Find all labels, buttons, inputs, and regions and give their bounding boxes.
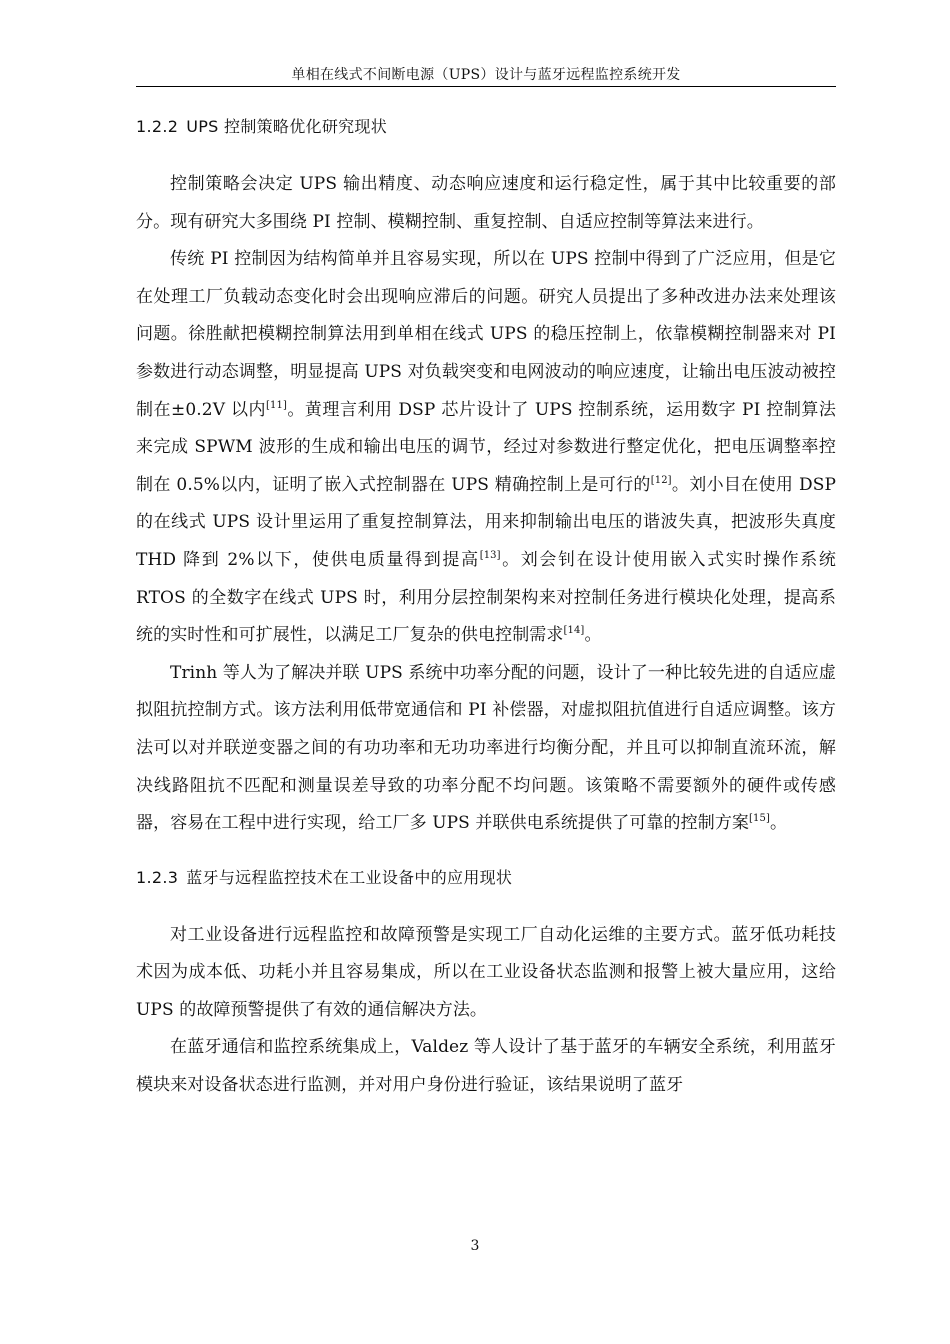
- paragraph-control-strategy-intro: 控制策略会决定 UPS 输出精度、动态响应速度和运行稳定性，属于其中比较重要的部分。现有研究大多围绕 PI 控制、模糊控制、重复控制、自适应控制等算法来进行。: [136, 174, 836, 232]
- text-run: 。刘会钊在设计使用嵌入式实时操作系统 RTOS 的全数字在线式 UPS 时，利用分层控制架构来对控制任务进行模块化处理，提高系统的实时性和可扩展性，以满足工厂复杂的供电控制需求: [136, 549, 836, 646]
- header-rule: [136, 86, 836, 87]
- paragraph-trinh-virtual-impedance: [136, 655, 836, 843]
- citation-15: [15]: [749, 813, 770, 825]
- paragraph-bluetooth-integration: 在蓝牙通信和监控系统集成上，Valdez 等人设计了基于蓝牙的车辆安全系统，利用蓝牙模块来对设备状态进行监测，并对用户身份进行验证，该结果说明了蓝牙: [136, 1037, 836, 1096]
- paragraph-pi-control: [136, 241, 836, 655]
- text-run: 。: [769, 813, 788, 834]
- section-number: 1.2.3: [136, 867, 179, 887]
- section-heading-1-2-3: [136, 859, 836, 897]
- section-heading-1-2-2: [136, 108, 836, 146]
- text-run: 。刘小目在使用 DSP 的在线式 UPS 设计里运用了重复控制算法，用来抑制输出电压的谐波失真，把波形失真度 THD 降到 2%以下，使供电质量得到提高: [136, 474, 837, 570]
- document-body: [136, 108, 836, 1105]
- paragraph-remote-monitoring: 对工业设备进行远程监控和故障预警是实现工厂自动化运维的主要方式。蓝牙低功耗技术因为成本低、功耗小并且容易集成，所以在工业设备状态监测和报警上被大量应用，这给 UPS 的故障预警提供了有效的通信解决方法。: [136, 924, 836, 1020]
- text-run: 。黄理言利用 DSP 芯片设计了 UPS 控制系统，运用数字 PI 控制算法来完成 SPWM 波形的生成和输出电压的调节，经过对参数进行整定优化，把电压调整率控制在 0.5%以内，证明了嵌入式控制器在 UPS 精确控制上是可行的: [136, 399, 836, 495]
- text-run: 。: [584, 625, 602, 646]
- citation-12: [12]: [650, 474, 672, 486]
- text-run: Trinh 等人为了解决并联 UPS 系统中功率分配的问题，设计了一种比较先进的自适应虚拟阻抗控制方式。该方法利用低带宽通信和 PI 补偿器，对虚拟阻抗值进行自适应调整。该方法可以对并联逆变器之间的有功功率和无功功率进行均衡分配，并且可以抑制直流环流，解决线路阻抗不匹配和测量误差导致的功率分配不均问题。该策略不需要额外的硬件或传感器，容易在工程中进行实现，给工厂多 UPS 并联供电系统提供了可靠的控制方案: [136, 662, 836, 834]
- text-run: 传统 PI 控制因为结构简单并且容易实现，所以在 UPS 控制中得到了广泛应用，但是它在处理工厂负载动态变化时会出现响应滞后的问题。研究人员提出了多种改进办法来处理该问题。徐胜献把模糊控制算法用到单相在线式 UPS 的稳压控制上，依靠模糊控制器来对 PI 参数进行动态调整，明显提高 UPS 对负载突变和电网波动的响应速度，让输出电压波动被控制在±0.2V 以内: [136, 249, 836, 420]
- section-title: UPS 控制策略优化研究现状: [186, 117, 388, 136]
- section-number: 1.2.2: [136, 117, 179, 136]
- citation-11: [11]: [266, 399, 287, 411]
- citation-14: [14]: [563, 625, 585, 637]
- section-title: 蓝牙与远程监控技术在工业设备中的应用现状: [186, 867, 513, 887]
- page-number: 3: [470, 1238, 480, 1254]
- running-header-title: 单相在线式不间断电源（UPS）设计与蓝牙远程监控系统开发: [291, 67, 681, 83]
- citation-13: [13]: [479, 549, 501, 561]
